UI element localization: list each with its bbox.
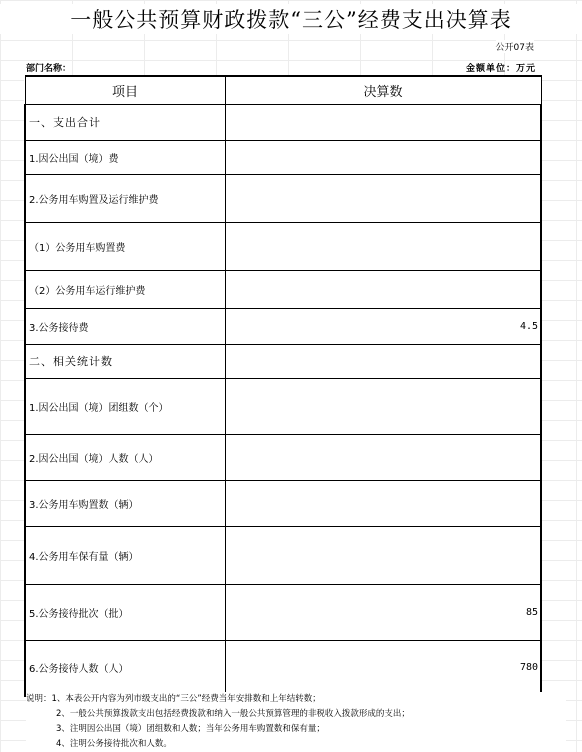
row-item: 1.因公出国（境）团组数（个） [25, 378, 225, 434]
table-row [25, 584, 541, 640]
row-amount [225, 378, 541, 434]
row-item: 3.公务接待费 [25, 308, 225, 344]
form-number: 公开07表 [496, 40, 534, 53]
row-item: 2.因公出国（境）人数（人） [25, 434, 225, 480]
row-amount: 4.5 [225, 308, 541, 344]
row-item: 一、支出合计 [25, 104, 225, 140]
row-amount [225, 434, 541, 480]
table-row [25, 308, 541, 344]
note-line: 说明：1、本表公开内容为列市级支出的“三公”经费当年安排数和上年结转数； [26, 694, 321, 704]
row-item: （1）公务用车购置费 [25, 222, 225, 270]
note-line: 3、注明因公出国（境）团组数和人数；当年公务用车购置数和保有量； [56, 724, 325, 734]
row-item: 5.公务接待批次（批） [25, 584, 225, 640]
header-amount: 决算数 [225, 76, 541, 104]
table-row [25, 104, 541, 140]
department-label: 部门名称： [26, 64, 72, 74]
row-amount: 780 [225, 640, 541, 696]
table-row [25, 434, 541, 480]
row-item: 6.公务接待人数（人） [25, 640, 225, 696]
expenditure-table [24, 75, 542, 697]
row-amount: 85 [225, 584, 541, 640]
table-row [25, 140, 541, 174]
table-row [25, 344, 541, 378]
row-amount [225, 222, 541, 270]
notes-section [26, 692, 566, 752]
row-amount [225, 344, 541, 378]
row-amount [225, 174, 541, 222]
table-row [25, 378, 541, 434]
note-line: 2、一般公共预算拨款支出包括经费拨款和纳入一般公共预算管理的非税收入拨款形成的支出； [56, 709, 410, 719]
table-row [25, 270, 541, 308]
row-amount [225, 140, 541, 174]
row-item: 4.公务用车保有量（辆） [25, 526, 225, 584]
table-row [25, 640, 541, 696]
row-amount [225, 526, 541, 584]
row-item: 2.公务用车购置及运行维护费 [25, 174, 225, 222]
page-title: 一般公共预算财政拨款“三公”经费支出决算表 [0, 4, 582, 34]
note-line: 4、注明公务接待批次和人数。 [56, 739, 172, 749]
table-row [25, 174, 541, 222]
table-header [25, 76, 541, 104]
header-item: 项目 [25, 76, 225, 104]
table-row [25, 480, 541, 526]
row-amount [225, 270, 541, 308]
row-amount [225, 480, 541, 526]
table-row [25, 222, 541, 270]
table-row [25, 526, 541, 584]
unit-label: 金额单位：万元 [465, 64, 536, 74]
row-item: 1.因公出国（境）费 [25, 140, 225, 174]
row-item: （2）公务用车运行维护费 [25, 270, 225, 308]
row-amount [225, 104, 541, 140]
row-item: 二、相关统计数 [25, 344, 225, 378]
row-item: 3.公务用车购置数（辆） [25, 480, 225, 526]
